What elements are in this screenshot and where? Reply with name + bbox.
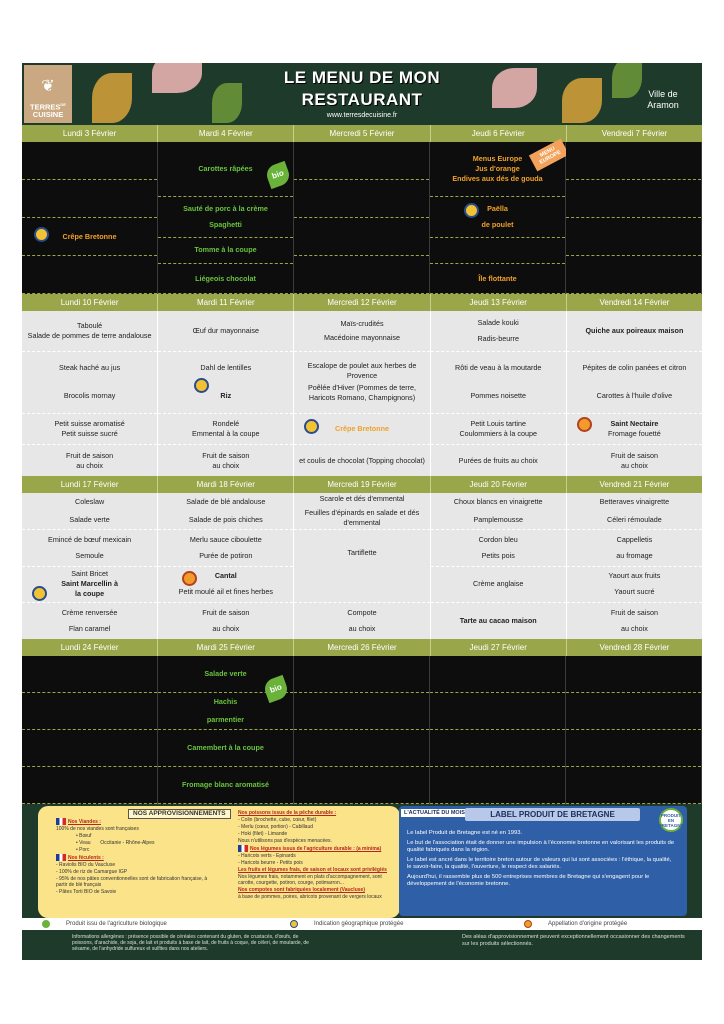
day-column: [430, 656, 566, 804]
menu-cell: [22, 445, 157, 476]
dish-name: Carottes à l'huile d'olive: [596, 391, 673, 401]
dish-name: Salade kouki: [477, 317, 519, 327]
menu-cell: [294, 767, 429, 804]
day-header: Lundi 10 Février: [22, 294, 158, 311]
day-header: Lundi 17 Février: [22, 476, 158, 493]
menu-cell: [431, 311, 566, 352]
dish-name: Coulommiers à la coupe: [459, 429, 537, 439]
viandes-line: • Veau: [76, 840, 91, 846]
day-header: Mercredi 26 Février: [294, 639, 430, 656]
feculents-line: - Raviolis BIO du Vaucluse: [56, 862, 116, 868]
legend-label: Appellation d'origine protégée: [548, 921, 628, 927]
day-header: Jeudi 27 Février: [431, 639, 567, 656]
dish-name: Steak haché au jus: [59, 363, 121, 373]
dish-name: Camembert à la coupe: [187, 743, 264, 752]
legend-bio: [42, 920, 167, 928]
day-header: Mercredi 5 Février: [294, 125, 430, 142]
week-2-day-headers: [22, 294, 702, 311]
viandes-region: Occitanie - Rhône-Alpes: [100, 840, 155, 846]
week-3-day-headers: [22, 476, 702, 493]
day-header: Vendredi 28 Février: [599, 643, 670, 652]
bio-leaf-icon: bio: [262, 675, 290, 703]
page-title: [262, 67, 462, 111]
dish-name: Yaourt aux fruits: [608, 571, 661, 581]
menu-cell: [22, 180, 157, 218]
menu-header: [22, 63, 702, 125]
day-header: Jeudi 13 Février: [431, 294, 567, 311]
menu-cell: [158, 352, 293, 414]
logo-text-de: DE: [60, 101, 66, 107]
igp-badge-icon: [304, 419, 319, 434]
viandes-line: • Bœuf: [76, 833, 92, 839]
menu-cell: [431, 414, 566, 446]
day-column: [566, 142, 702, 294]
approvisionnements-title: NOS APPROVISIONNEMENTS: [128, 809, 231, 819]
menu-cell: [294, 693, 429, 730]
menu-cell: [22, 767, 157, 804]
dish-name: Pommes noisette: [470, 391, 526, 401]
dish-name: Emincé de bœuf mexicain: [48, 534, 132, 544]
menu-cell: [294, 656, 429, 693]
dish-name: Cordon bleu: [478, 534, 518, 544]
day-column: [22, 493, 158, 639]
menu-cell: [430, 197, 565, 238]
menu-cell: [566, 767, 701, 804]
approv-left-column: [56, 818, 216, 896]
compotes-heading: Nos compotes sont fabriquées localement (Vaucluse): [238, 887, 365, 893]
dish-name: Fruit de saison: [66, 450, 114, 460]
day-column: [294, 493, 430, 639]
approvisionnements-box: [38, 806, 400, 918]
menu-cell: [294, 218, 429, 256]
dish-name: Fruit de saison: [202, 608, 250, 618]
menu-cell: [567, 414, 702, 446]
actualite-tag: L'ACTUALITÉ DU MOIS: [401, 809, 468, 817]
feculents-line: - 95% de nos pâtes conventionnelles sont de fabrication française, à partir de blé français: [56, 876, 208, 888]
menu-cell: [158, 693, 293, 730]
bio-leaf-icon: [42, 920, 50, 928]
menu-cell: [430, 656, 565, 693]
menu-cell: [158, 414, 293, 446]
dish-name: Petits pois: [481, 550, 515, 560]
dish-name: Saint Nectaire: [610, 419, 659, 429]
menu-cell: [566, 218, 701, 256]
actualite-paragraph: Le label Produit de Bretagne est né en 1993.: [407, 830, 523, 836]
dish-name: Saint Marcellin à la coupe: [61, 579, 118, 599]
logo-text-terres: TERRES: [30, 102, 61, 111]
menu-cell: [431, 603, 566, 639]
dish-name: au choix: [621, 460, 648, 470]
dish-name: Emmental à la coupe: [192, 429, 260, 439]
menu-cell: [431, 352, 566, 414]
menu-cell: [22, 493, 157, 530]
dish-name: Petit Louis tartine: [470, 419, 526, 429]
dish-name: Hachis: [213, 697, 238, 706]
french-flag-icon: [56, 854, 66, 861]
menu-cell: [430, 730, 565, 767]
menu-page: [22, 63, 702, 960]
actualite-text: [407, 830, 677, 891]
menu-cell: [158, 603, 293, 639]
dish-name: Choux blancs en vinaigrette: [453, 496, 543, 506]
menu-cell: [294, 142, 429, 180]
day-header: Mardi 4 Février: [158, 125, 294, 142]
menu-cell: [294, 414, 429, 446]
dish-name: Semoule: [75, 550, 104, 560]
bird-icon: ❦: [41, 77, 55, 95]
menu-cell: [158, 493, 293, 530]
dish-name: Flan caramel: [68, 624, 111, 634]
dish-name: Île flottante: [478, 273, 517, 283]
ville-line-2: Aramon: [647, 100, 679, 110]
dish-name: Fromage blanc aromatisé: [181, 780, 270, 789]
legend-bar: [22, 918, 702, 930]
week-4: [22, 639, 702, 804]
igp-badge-icon: [34, 227, 49, 242]
menu-cell: [158, 730, 293, 767]
dish-name: au choix: [212, 460, 240, 470]
menu-cell: [431, 493, 566, 530]
dish-name: Céleri rémoulade: [607, 514, 662, 524]
menu-cell: [22, 656, 157, 693]
dish-name: Radis-beurre: [477, 333, 519, 343]
dish-name: au choix: [76, 460, 103, 470]
dish-name: Riz: [220, 391, 232, 401]
dish-name: Cappelletis: [616, 534, 653, 544]
menu-cell: [430, 264, 565, 294]
menu-cell: [566, 730, 701, 767]
dish-name: Carottes râpées: [198, 164, 253, 174]
poissons-line: - Merlu (cœur, portion) - Cabillaud: [238, 824, 314, 830]
poissons-heading: Nos poissons issus de la pêche durable :: [238, 810, 337, 816]
title-line-1: LE MENU DE MON: [283, 68, 441, 87]
menu-cell: [567, 493, 702, 530]
dish-name: Spaghetti: [209, 219, 242, 229]
dish-name: au choix: [621, 624, 648, 634]
week-1-grid: [22, 142, 702, 294]
feculents-heading: Nos féculents :: [68, 854, 104, 861]
dish-name: parmentier: [206, 715, 245, 724]
dish-name: Scarole et dés d'emmental: [319, 494, 405, 503]
menu-cell: [294, 352, 429, 414]
dish-name: de poulet: [481, 219, 514, 229]
day-header: Jeudi 6 Février: [431, 125, 567, 142]
menu-cell: [567, 311, 702, 352]
menu-cell: [294, 603, 429, 639]
day-column: [158, 142, 294, 294]
aop-badge-icon: [577, 417, 592, 432]
dish-name: Menus Europe: [472, 154, 523, 164]
menu-cell: [22, 414, 157, 446]
week-2: [22, 294, 702, 476]
dish-name: Cantal: [214, 571, 237, 581]
dish-name: Yaourt sucré: [614, 587, 655, 597]
french-flag-icon: [238, 845, 248, 852]
logo-text-cuisine: CUISINE: [32, 110, 64, 119]
day-column: [431, 493, 567, 639]
day-column: [158, 656, 294, 804]
dish-name: au choix: [348, 624, 376, 633]
dish-name: Crème anglaise: [473, 579, 524, 589]
french-flag-icon: [56, 818, 66, 825]
day-column: [567, 493, 702, 639]
menu-cell: [566, 693, 701, 730]
day-column: [22, 656, 158, 804]
menu-cell: [430, 693, 565, 730]
day-column: [22, 142, 158, 294]
feculents-line: - Pâtes Torti BIO de Savoie: [56, 889, 117, 895]
dish-name: Brocolis mornay: [63, 391, 116, 401]
actualite-paragraph: Le label est ancré dans le territoire breton autour de valeurs qui lui sont associées : l'éthique, la qualité, le savoir-faire, la qualité, l'ouverture, le respect des salariés.: [407, 857, 672, 870]
dish-name: Maïs-crudités: [340, 318, 384, 328]
day-header: Mercredi 19 Février: [294, 476, 430, 493]
menu-cell: [567, 445, 702, 476]
supply-disclaimer: Des aléas d'approvisionnement peuvent exceptionnellement occasionner des changements sur les produits sélectionnés.: [462, 934, 685, 947]
dish-name: Compote: [347, 608, 377, 617]
dish-name: Poêlée d'Hiver (Pommes de terre, Haricots Romano, Champignons): [307, 383, 417, 403]
menu-cell: [294, 730, 429, 767]
legumes-line: - Haricots beurre - Petits pois: [238, 860, 303, 866]
menu-cell: [294, 311, 429, 352]
dish-name: Salade de pommes de terre andalouse: [27, 330, 152, 340]
dish-name: Liégeois chocolat: [195, 273, 256, 283]
menu-cell: [566, 656, 701, 693]
dish-name: Macédoine mayonnaise: [324, 332, 400, 342]
dish-name: Salade de blé andalouse: [186, 496, 266, 506]
dish-name: Fruit de saison: [610, 450, 658, 460]
dish-name: Fromage fouetté: [608, 429, 661, 439]
dish-name: Tartiflette: [347, 548, 377, 557]
leaf-decoration: [212, 83, 242, 123]
viandes-heading: Nos Viandes :: [68, 818, 101, 825]
dish-name: Petit moulé ail et fines herbes: [178, 587, 273, 597]
menu-cell: [158, 767, 293, 804]
dish-name: Escalope de poulet aux herbes de Provence: [307, 361, 417, 381]
day-column: [567, 311, 702, 476]
menu-cell: [294, 256, 429, 294]
week-2-grid: [22, 311, 702, 476]
menu-cell: [566, 256, 701, 294]
dish-name: Crêpe Bretonne: [62, 231, 117, 241]
legend-label: Indication géographique protégée: [314, 921, 404, 927]
menu-cell: [22, 693, 157, 730]
dish-name: Salade verte: [69, 514, 110, 524]
day-column: [158, 493, 294, 639]
week-1-day-headers: [22, 125, 702, 142]
menu-cell: [294, 493, 429, 530]
day-column: [294, 142, 430, 294]
actualite-box: [399, 806, 687, 916]
title-line-2: RESTAURANT: [301, 90, 423, 109]
menu-cell: [158, 567, 293, 604]
poissons-line: Nous n'utilisons pas d'espèces menacées.: [238, 838, 332, 844]
legumes-line: - Haricots verts - Epinards: [238, 853, 296, 859]
igp-badge-icon: [290, 920, 298, 928]
dish-name: Petit suisse aromatisé: [54, 419, 125, 429]
allergen-info: Informations allergènes : présence possible de céréales contenant du gluten, de crustacés, d'œufs, de poissons, d'arachide, de soja, de lait et produits à base de lait, de fruits à coque, de céleri, de moutarde, de sésame, de l'anhydride sulfureux et sulfites dans nos ateliers.: [72, 934, 309, 952]
website-url[interactable]: www.terresdecuisine.fr: [326, 112, 398, 119]
day-header: Lundi 24 Février: [22, 639, 158, 656]
week-3: [22, 476, 702, 639]
menu-cell: [567, 530, 702, 567]
day-column: [22, 311, 158, 476]
poissons-line: - Hoki (filet) - Limande: [238, 831, 288, 837]
day-column: [158, 311, 294, 476]
day-header: Vendredi 21 Février: [599, 480, 670, 489]
compotes-line: à base de pommes, poires, abricots provenant de vergers locaux: [238, 894, 382, 900]
menu-cell: [158, 445, 293, 476]
dish-name: Purée de potiron: [199, 550, 253, 560]
week-4-grid: [22, 656, 702, 804]
viandes-line: 100% de nos viandes sont françaises: [56, 826, 139, 832]
dish-name: Crêpe Bretonne: [335, 424, 389, 434]
actualite-heading: LABEL PRODUIT DE BRETAGNE: [465, 808, 640, 821]
menu-cell: [22, 311, 157, 352]
dish-name: Sauté de porc à la crème: [183, 203, 268, 213]
dish-name: Rondelé: [212, 419, 240, 429]
legend-igp: [290, 920, 403, 928]
menu-cell: [431, 567, 566, 604]
bio-leaf-icon: bio: [264, 161, 292, 189]
dish-name: Rôti de veau à la moutarde: [455, 363, 542, 373]
menu-cell: [431, 445, 566, 476]
fruits-heading: Les fruits et légumes frais, de saison et locaux sont privilégiés: [238, 867, 387, 873]
dish-name: Taboulé: [77, 320, 103, 330]
dish-name: Fruit de saison: [202, 450, 250, 460]
dish-name: Pépites de colin panées et citron: [582, 363, 687, 373]
day-column: [566, 656, 702, 804]
menu-cell: [431, 530, 566, 567]
feculents-line: - 100% de riz de Camargue IGP: [56, 869, 128, 875]
day-header: Mardi 11 Février: [158, 294, 294, 311]
leaf-decoration: [92, 73, 132, 123]
menu-cell: [158, 264, 293, 294]
dish-name: Petit suisse sucré: [61, 429, 118, 439]
menu-europe-stamp: MENU EUROPE: [529, 139, 569, 172]
menu-cell: [567, 603, 702, 639]
legend-label: Produit issu de l'agriculture biologique: [66, 921, 167, 927]
menu-cell: [566, 142, 701, 180]
dish-name: Quiche aux poireaux maison: [585, 325, 684, 335]
day-column: [431, 311, 567, 476]
day-header: Mercredi 12 Février: [294, 294, 430, 311]
aop-badge-icon: [182, 571, 197, 586]
approv-right-column: [238, 810, 393, 901]
menu-cell: [22, 603, 157, 639]
menu-cell: [22, 730, 157, 767]
week-4-day-headers: [22, 639, 702, 656]
menu-cell: [22, 142, 157, 180]
dish-name: au choix: [212, 624, 240, 634]
menu-cell: [430, 238, 565, 264]
actualite-paragraph: Aujourd'hui, il rassemble plus de 500 entreprises membres de Bretagne qui s'engagent pour le développement de l'économie bretonne.: [407, 874, 650, 887]
menu-cell: [22, 352, 157, 414]
dish-name: Salade de pois chiches: [188, 514, 263, 524]
menu-cell: [567, 352, 702, 414]
week-3-grid: [22, 493, 702, 639]
ville-label: [638, 89, 688, 111]
terres-de-cuisine-logo: [24, 65, 72, 123]
fruits-line: Nos légumes frais, notamment en plats d'accompagnement, sont carotte, courgette, potiron, courge, potimarron...: [238, 874, 382, 886]
dish-name: Feuilles d'épinards en salade et dés d'emmental: [304, 508, 420, 527]
menu-cell: [567, 567, 702, 604]
menu-cell: [158, 238, 293, 264]
menu-cell: [22, 567, 157, 604]
legend-aop: [524, 920, 627, 928]
menu-cell: [158, 311, 293, 352]
dish-name: et coulis de chocolat (Topping chocolat): [299, 455, 425, 465]
day-header: Lundi 3 Février: [22, 125, 158, 142]
day-column: [430, 142, 566, 294]
viandes-line: • Porc: [76, 847, 90, 853]
menu-cell: [158, 656, 293, 693]
menu-cell: [294, 180, 429, 218]
bottom-section: [22, 804, 702, 960]
menu-cell: [294, 530, 429, 603]
dish-name: Tarte au cacao maison: [459, 616, 537, 626]
day-header: Mardi 25 Février: [158, 639, 294, 656]
menu-cell: [22, 256, 157, 294]
day-column: [294, 656, 430, 804]
dish-name: Paëlla: [487, 203, 508, 213]
menu-cell: [158, 530, 293, 567]
poissons-line: - Colin (brochette, cube, cœur, filet): [238, 817, 317, 823]
menu-cell: [566, 180, 701, 218]
dish-name: Pamplemousse: [473, 514, 523, 524]
dish-name: Salade verte: [204, 669, 247, 678]
day-header: Mardi 18 Février: [158, 476, 294, 493]
leaf-decoration: [492, 68, 537, 108]
ville-line-1: Ville de: [648, 89, 678, 99]
leaf-decoration: [152, 63, 202, 93]
dish-name: Saint Bricet: [71, 569, 108, 579]
leaf-decoration: [562, 78, 602, 123]
dish-name: Coleslaw: [75, 496, 105, 506]
menu-cell: [294, 445, 429, 476]
dish-name: Merlu sauce ciboulette: [189, 534, 262, 544]
dish-name: Betteraves vinaigrette: [599, 496, 670, 506]
dish-name: Jus d'orange: [475, 164, 520, 174]
legumes-heading: Nos légumes issus de l'agriculture durable : (a minima): [250, 845, 382, 852]
dish-name: Purées de fruits au choix: [458, 455, 538, 465]
day-header: Vendredi 14 Février: [599, 298, 670, 307]
day-header: Vendredi 7 Février: [601, 129, 668, 138]
dish-name: Endives aux dés de gouda: [452, 174, 543, 184]
dish-name: Fruit de saison: [610, 608, 658, 618]
dish-name: Œuf dur mayonnaise: [192, 325, 259, 335]
aop-badge-icon: [524, 920, 532, 928]
produit-bretagne-logo: PRODUIT EN BRETAGNE: [659, 808, 683, 832]
dish-name: Tomme à la coupe: [194, 245, 257, 255]
menu-cell: [430, 767, 565, 804]
dish-name: Crème renversée: [61, 608, 118, 618]
actualite-paragraph: Le but de l'association était de donner une impulsion à l'économie bretonne en valorisant les produits de qualité fabriqués dans la région.: [407, 840, 675, 853]
day-column: [294, 311, 430, 476]
menu-cell: [430, 142, 565, 197]
dish-name: Dahl de lentilles: [200, 363, 252, 373]
igp-badge-icon: [32, 586, 47, 601]
igp-badge-icon: [194, 378, 209, 393]
igp-badge-icon: [464, 203, 479, 218]
day-header: Jeudi 20 Février: [431, 476, 567, 493]
menu-cell: [22, 218, 157, 256]
week-1: [22, 125, 702, 294]
menu-cell: [158, 197, 293, 238]
dish-name: au fromage: [616, 550, 653, 560]
menu-cell: [22, 530, 157, 567]
menu-cell: [158, 142, 293, 197]
